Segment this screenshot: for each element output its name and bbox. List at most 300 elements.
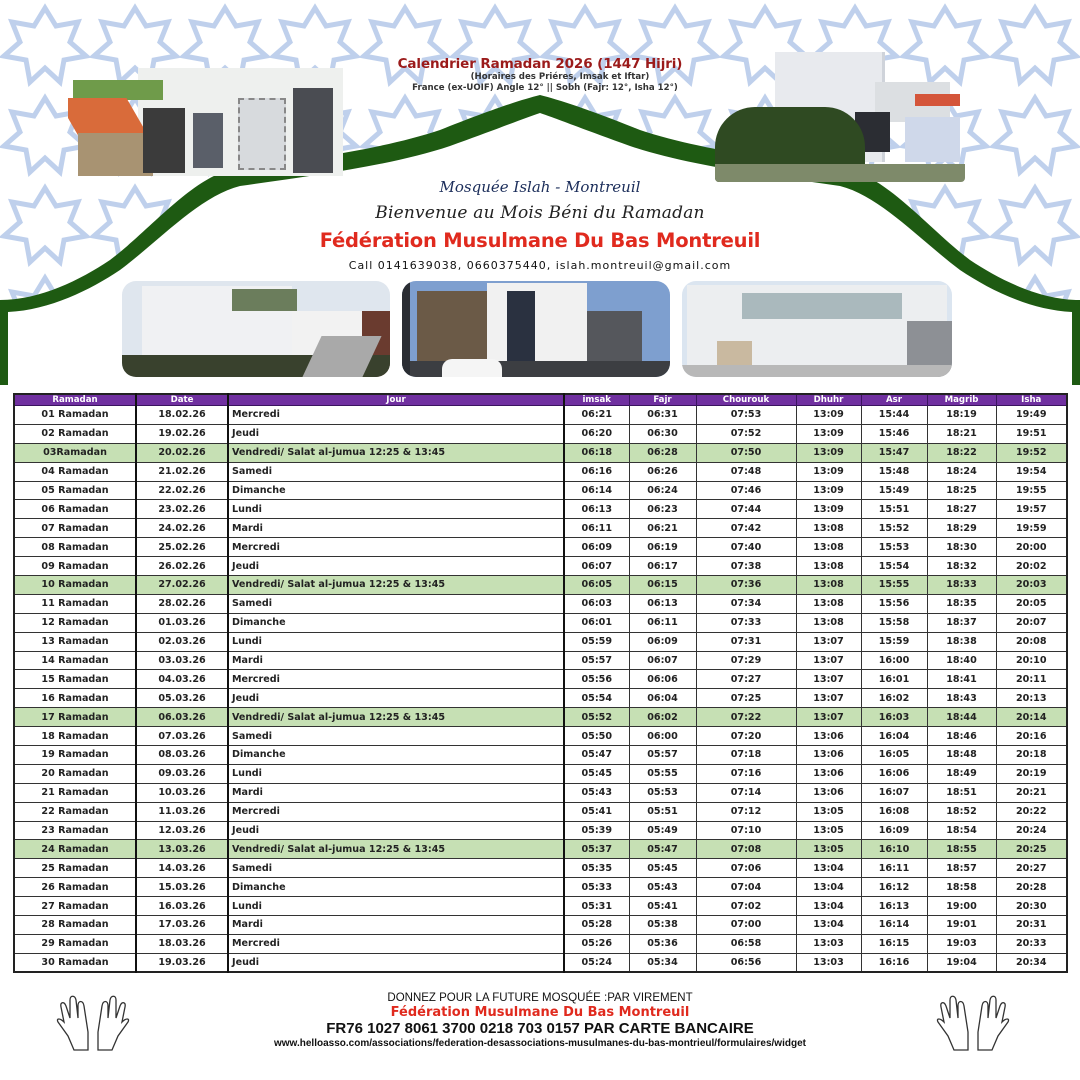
cell-isha: 19:52 (996, 443, 1067, 462)
cell-asr: 15:44 (861, 406, 927, 425)
cell-isha: 20:25 (996, 840, 1067, 859)
cell-date: 15.03.26 (136, 878, 228, 897)
cell-fajr: 06:17 (629, 557, 696, 576)
cell-isha: 19:57 (996, 500, 1067, 519)
cell-jour: Dimanche (228, 613, 564, 632)
mosque-render-bottom-right (682, 281, 952, 377)
cell-date: 06.03.26 (136, 708, 228, 727)
cell-jour: Dimanche (228, 878, 564, 897)
cell-imsak: 05:37 (564, 840, 629, 859)
cell-isha: 20:34 (996, 953, 1067, 972)
cell-magrib: 18:55 (927, 840, 996, 859)
table-row (14, 897, 1067, 916)
cell-dhuhr: 13:09 (796, 406, 861, 425)
cell-isha: 19:59 (996, 519, 1067, 538)
calendar-title-block (340, 56, 740, 94)
cell-asr: 16:12 (861, 878, 927, 897)
cell-magrib: 18:19 (927, 406, 996, 425)
cell-asr: 16:04 (861, 727, 927, 746)
cell-date: 12.03.26 (136, 821, 228, 840)
cell-isha: 20:21 (996, 783, 1067, 802)
cell-ramadan: 23 Ramadan (14, 821, 136, 840)
cell-ramadan: 03Ramadan (14, 443, 136, 462)
cell-ramadan: 28 Ramadan (14, 916, 136, 935)
table-row (14, 821, 1067, 840)
cell-fajr: 06:02 (629, 708, 696, 727)
cell-ramadan: 30 Ramadan (14, 953, 136, 972)
cell-chourouk: 07:44 (696, 500, 796, 519)
cell-dhuhr: 13:04 (796, 859, 861, 878)
cell-isha: 19:49 (996, 406, 1067, 425)
cell-dhuhr: 13:06 (796, 764, 861, 783)
cell-magrib: 18:48 (927, 746, 996, 765)
column-header-dhuhr: Dhuhr (796, 394, 861, 406)
cell-ramadan: 02 Ramadan (14, 424, 136, 443)
cell-fajr: 06:04 (629, 689, 696, 708)
table-row (14, 538, 1067, 557)
cell-imsak: 05:47 (564, 746, 629, 765)
cell-fajr: 06:13 (629, 594, 696, 613)
federation-name: Fédération Musulmane Du Bas Montreuil (319, 229, 761, 252)
cell-chourouk: 06:58 (696, 934, 796, 953)
cell-ramadan: 10 Ramadan (14, 576, 136, 595)
cell-chourouk: 07:14 (696, 783, 796, 802)
cell-magrib: 19:04 (927, 953, 996, 972)
cell-imsak: 05:24 (564, 953, 629, 972)
table-row (14, 953, 1067, 972)
donation-call: DONNEZ POUR LA FUTURE MOSQUÉE :PAR VIREMENT (387, 992, 693, 1004)
cell-dhuhr: 13:07 (796, 632, 861, 651)
cell-imsak: 05:39 (564, 821, 629, 840)
cell-dhuhr: 13:09 (796, 424, 861, 443)
cell-fajr: 05:34 (629, 953, 696, 972)
contact-info: Call 0141639038, 0660375440, islah.montreuil@gmail.com (348, 259, 732, 272)
cell-jour: Mardi (228, 651, 564, 670)
cell-date: 10.03.26 (136, 783, 228, 802)
cell-jour: Mercredi (228, 406, 564, 425)
cell-dhuhr: 13:07 (796, 651, 861, 670)
cell-chourouk: 07:25 (696, 689, 796, 708)
column-header-fajr: Fajr (629, 394, 696, 406)
cell-chourouk: 07:00 (696, 916, 796, 935)
cell-asr: 16:09 (861, 821, 927, 840)
cell-chourouk: 07:22 (696, 708, 796, 727)
cell-chourouk: 07:42 (696, 519, 796, 538)
cell-jour: Mercredi (228, 802, 564, 821)
cell-dhuhr: 13:07 (796, 670, 861, 689)
cell-imsak: 06:21 (564, 406, 629, 425)
cell-imsak: 05:26 (564, 934, 629, 953)
cell-fajr: 06:21 (629, 519, 696, 538)
cell-asr: 15:52 (861, 519, 927, 538)
table-row (14, 424, 1067, 443)
cell-dhuhr: 13:08 (796, 576, 861, 595)
column-header-magrib: Magrib (927, 394, 996, 406)
cell-dhuhr: 13:04 (796, 897, 861, 916)
cell-fajr: 06:06 (629, 670, 696, 689)
table-row (14, 916, 1067, 935)
cell-date: 09.03.26 (136, 764, 228, 783)
cell-magrib: 18:22 (927, 443, 996, 462)
cell-asr: 16:06 (861, 764, 927, 783)
cell-date: 01.03.26 (136, 613, 228, 632)
cell-date: 20.02.26 (136, 443, 228, 462)
cell-chourouk: 07:40 (696, 538, 796, 557)
column-header-ramadan: Ramadan (14, 394, 136, 406)
cell-asr: 15:59 (861, 632, 927, 651)
cell-magrib: 18:25 (927, 481, 996, 500)
cell-magrib: 19:03 (927, 934, 996, 953)
cell-imsak: 05:52 (564, 708, 629, 727)
cell-imsak: 05:59 (564, 632, 629, 651)
cell-isha: 20:14 (996, 708, 1067, 727)
cell-ramadan: 27 Ramadan (14, 897, 136, 916)
cell-imsak: 06:05 (564, 576, 629, 595)
cell-chourouk: 07:36 (696, 576, 796, 595)
cell-ramadan: 22 Ramadan (14, 802, 136, 821)
cell-jour: Mercredi (228, 670, 564, 689)
cell-magrib: 18:37 (927, 613, 996, 632)
cell-dhuhr: 13:09 (796, 443, 861, 462)
cell-jour: Mercredi (228, 538, 564, 557)
cell-ramadan: 13 Ramadan (14, 632, 136, 651)
donation-link[interactable]: www.helloasso.com/associations/federation-desassociations-musulmanes-du-bas-montrieul/formulaires/widget (274, 1038, 806, 1049)
cell-date: 19.02.26 (136, 424, 228, 443)
cell-chourouk: 07:08 (696, 840, 796, 859)
cell-imsak: 05:54 (564, 689, 629, 708)
cell-fajr: 05:45 (629, 859, 696, 878)
cell-isha: 19:54 (996, 462, 1067, 481)
cell-dhuhr: 13:03 (796, 934, 861, 953)
cell-imsak: 05:41 (564, 802, 629, 821)
cell-fajr: 05:38 (629, 916, 696, 935)
cell-dhuhr: 13:04 (796, 916, 861, 935)
cell-asr: 16:02 (861, 689, 927, 708)
cell-jour: Mercredi (228, 934, 564, 953)
cell-ramadan: 24 Ramadan (14, 840, 136, 859)
cell-asr: 15:58 (861, 613, 927, 632)
cell-magrib: 18:57 (927, 859, 996, 878)
cell-chourouk: 07:29 (696, 651, 796, 670)
cell-fajr: 05:53 (629, 783, 696, 802)
cell-fajr: 05:51 (629, 802, 696, 821)
cell-jour: Lundi (228, 500, 564, 519)
cell-jour: Mardi (228, 916, 564, 935)
cell-asr: 15:47 (861, 443, 927, 462)
cell-ramadan: 21 Ramadan (14, 783, 136, 802)
cell-asr: 16:05 (861, 746, 927, 765)
cell-date: 03.03.26 (136, 651, 228, 670)
cell-magrib: 18:43 (927, 689, 996, 708)
cell-isha: 20:24 (996, 821, 1067, 840)
table-row (14, 481, 1067, 500)
cell-magrib: 18:30 (927, 538, 996, 557)
cell-ramadan: 04 Ramadan (14, 462, 136, 481)
cell-date: 21.02.26 (136, 462, 228, 481)
cell-magrib: 19:01 (927, 916, 996, 935)
cell-isha: 20:00 (996, 538, 1067, 557)
cell-date: 18.02.26 (136, 406, 228, 425)
cell-jour: Samedi (228, 594, 564, 613)
cell-isha: 20:27 (996, 859, 1067, 878)
cell-jour: Jeudi (228, 689, 564, 708)
cell-date: 02.03.26 (136, 632, 228, 651)
cell-ramadan: 29 Ramadan (14, 934, 136, 953)
table-row (14, 406, 1067, 425)
cell-isha: 20:13 (996, 689, 1067, 708)
cell-chourouk: 07:12 (696, 802, 796, 821)
cell-date: 28.02.26 (136, 594, 228, 613)
iban-number: FR76 1027 8061 3700 0218 703 0157 PAR CARTE BANCAIRE (326, 1020, 754, 1037)
cell-chourouk: 07:53 (696, 406, 796, 425)
table-row (14, 783, 1067, 802)
mosque-render-bottom-left (122, 281, 390, 377)
table-header-row (14, 394, 1067, 406)
cell-isha: 20:28 (996, 878, 1067, 897)
table-row (14, 500, 1067, 519)
cell-fajr: 06:26 (629, 462, 696, 481)
cell-chourouk: 07:20 (696, 727, 796, 746)
cell-fajr: 05:47 (629, 840, 696, 859)
cell-fajr: 06:15 (629, 576, 696, 595)
cell-date: 13.03.26 (136, 840, 228, 859)
cell-asr: 16:11 (861, 859, 927, 878)
cell-fajr: 06:28 (629, 443, 696, 462)
cell-chourouk: 07:27 (696, 670, 796, 689)
cell-fajr: 06:30 (629, 424, 696, 443)
cell-isha: 20:22 (996, 802, 1067, 821)
cell-jour: Jeudi (228, 821, 564, 840)
cell-dhuhr: 13:07 (796, 689, 861, 708)
cell-date: 04.03.26 (136, 670, 228, 689)
cell-isha: 19:55 (996, 481, 1067, 500)
cell-ramadan: 17 Ramadan (14, 708, 136, 727)
cell-fajr: 06:31 (629, 406, 696, 425)
cell-isha: 20:31 (996, 916, 1067, 935)
cell-date: 08.03.26 (136, 746, 228, 765)
cell-ramadan: 01 Ramadan (14, 406, 136, 425)
cell-isha: 20:07 (996, 613, 1067, 632)
table-row (14, 462, 1067, 481)
cell-isha: 20:03 (996, 576, 1067, 595)
cell-chourouk: 07:38 (696, 557, 796, 576)
cell-asr: 16:08 (861, 802, 927, 821)
cell-ramadan: 14 Ramadan (14, 651, 136, 670)
cell-jour: Jeudi (228, 557, 564, 576)
mosque-name: Mosquée Islah - Montreuil (439, 178, 641, 196)
column-header-date: Date (136, 394, 228, 406)
cell-imsak: 06:18 (564, 443, 629, 462)
footer-federation-name: Fédération Musulmane Du Bas Montreuil (390, 1005, 690, 1020)
cell-magrib: 18:58 (927, 878, 996, 897)
cell-ramadan: 07 Ramadan (14, 519, 136, 538)
cell-isha: 19:51 (996, 424, 1067, 443)
cell-fajr: 06:24 (629, 481, 696, 500)
table-row (14, 802, 1067, 821)
cell-ramadan: 15 Ramadan (14, 670, 136, 689)
cell-dhuhr: 13:06 (796, 727, 861, 746)
mosque-render-top-right (715, 52, 965, 182)
cell-imsak: 06:07 (564, 557, 629, 576)
cell-ramadan: 08 Ramadan (14, 538, 136, 557)
cell-imsak: 06:01 (564, 613, 629, 632)
cell-chourouk: 07:18 (696, 746, 796, 765)
cell-isha: 20:10 (996, 651, 1067, 670)
cell-jour: Vendredi/ Salat al-jumua 12:25 & 13:45 (228, 576, 564, 595)
cell-fajr: 06:11 (629, 613, 696, 632)
cell-ramadan: 06 Ramadan (14, 500, 136, 519)
cell-chourouk: 07:10 (696, 821, 796, 840)
cell-asr: 16:07 (861, 783, 927, 802)
cell-magrib: 18:49 (927, 764, 996, 783)
cell-imsak: 06:14 (564, 481, 629, 500)
cell-magrib: 18:41 (927, 670, 996, 689)
table-row (14, 764, 1067, 783)
cell-magrib: 18:52 (927, 802, 996, 821)
cell-dhuhr: 13:08 (796, 557, 861, 576)
cell-date: 24.02.26 (136, 519, 228, 538)
cell-dhuhr: 13:06 (796, 746, 861, 765)
cell-magrib: 18:24 (927, 462, 996, 481)
cell-imsak: 06:09 (564, 538, 629, 557)
table-row (14, 727, 1067, 746)
calendar-subtitle: (Horaires des Priéres, Imsak et Iftar) (470, 72, 650, 82)
cell-asr: 15:48 (861, 462, 927, 481)
cell-dhuhr: 13:03 (796, 953, 861, 972)
cell-asr: 16:14 (861, 916, 927, 935)
cell-asr: 16:01 (861, 670, 927, 689)
cell-imsak: 06:03 (564, 594, 629, 613)
cell-jour: Samedi (228, 462, 564, 481)
cell-magrib: 18:40 (927, 651, 996, 670)
cell-asr: 15:53 (861, 538, 927, 557)
cell-chourouk: 07:04 (696, 878, 796, 897)
cell-isha: 20:05 (996, 594, 1067, 613)
column-header-jour: Jour (228, 394, 564, 406)
cell-imsak: 05:35 (564, 859, 629, 878)
column-header-chourouk: Chourouk (696, 394, 796, 406)
cell-imsak: 06:11 (564, 519, 629, 538)
cell-dhuhr: 13:09 (796, 481, 861, 500)
cell-jour: Samedi (228, 727, 564, 746)
table-row (14, 670, 1067, 689)
cell-isha: 20:08 (996, 632, 1067, 651)
cell-magrib: 18:38 (927, 632, 996, 651)
cell-ramadan: 05 Ramadan (14, 481, 136, 500)
cell-imsak: 05:28 (564, 916, 629, 935)
cell-chourouk: 07:33 (696, 613, 796, 632)
cell-fajr: 05:43 (629, 878, 696, 897)
table-row (14, 651, 1067, 670)
cell-magrib: 19:00 (927, 897, 996, 916)
mosque-render-bottom-center (402, 281, 670, 377)
cell-isha: 20:02 (996, 557, 1067, 576)
cell-jour: Jeudi (228, 953, 564, 972)
cell-magrib: 18:29 (927, 519, 996, 538)
cell-chourouk: 07:31 (696, 632, 796, 651)
cell-date: 16.03.26 (136, 897, 228, 916)
table-row (14, 689, 1067, 708)
cell-imsak: 06:20 (564, 424, 629, 443)
cell-asr: 15:55 (861, 576, 927, 595)
cell-dhuhr: 13:05 (796, 840, 861, 859)
cell-ramadan: 11 Ramadan (14, 594, 136, 613)
cell-fajr: 06:00 (629, 727, 696, 746)
table-row (14, 557, 1067, 576)
cell-isha: 20:33 (996, 934, 1067, 953)
cell-dhuhr: 13:08 (796, 594, 861, 613)
cell-isha: 20:19 (996, 764, 1067, 783)
column-header-isha: Isha (996, 394, 1067, 406)
cell-asr: 15:46 (861, 424, 927, 443)
cell-chourouk: 07:50 (696, 443, 796, 462)
cell-asr: 15:49 (861, 481, 927, 500)
cell-dhuhr: 13:08 (796, 613, 861, 632)
cell-asr: 16:10 (861, 840, 927, 859)
cell-ramadan: 16 Ramadan (14, 689, 136, 708)
cell-dhuhr: 13:04 (796, 878, 861, 897)
cell-jour: Jeudi (228, 424, 564, 443)
cell-dhuhr: 13:08 (796, 519, 861, 538)
column-header-asr: Asr (861, 394, 927, 406)
cell-magrib: 18:46 (927, 727, 996, 746)
cell-imsak: 05:50 (564, 727, 629, 746)
cell-chourouk: 06:56 (696, 953, 796, 972)
cell-imsak: 05:45 (564, 764, 629, 783)
cell-date: 22.02.26 (136, 481, 228, 500)
table-row (14, 594, 1067, 613)
cell-jour: Vendredi/ Salat al-jumua 12:25 & 13:45 (228, 840, 564, 859)
cell-jour: Mardi (228, 783, 564, 802)
cell-jour: Mardi (228, 519, 564, 538)
cell-jour: Samedi (228, 859, 564, 878)
cell-asr: 16:00 (861, 651, 927, 670)
cell-date: 23.02.26 (136, 500, 228, 519)
cell-jour: Vendredi/ Salat al-jumua 12:25 & 13:45 (228, 443, 564, 462)
cell-asr: 16:13 (861, 897, 927, 916)
column-header-imsak: imsak (564, 394, 629, 406)
cell-magrib: 18:27 (927, 500, 996, 519)
cell-fajr: 06:23 (629, 500, 696, 519)
table-row (14, 878, 1067, 897)
cell-magrib: 18:21 (927, 424, 996, 443)
prayer-times-table (13, 393, 1066, 973)
mosque-render-top-left (68, 58, 353, 176)
cell-fajr: 05:36 (629, 934, 696, 953)
cell-date: 14.03.26 (136, 859, 228, 878)
cell-date: 17.03.26 (136, 916, 228, 935)
table-row-friday (14, 840, 1067, 859)
table-row-friday (14, 443, 1067, 462)
cell-imsak: 06:13 (564, 500, 629, 519)
cell-dhuhr: 13:09 (796, 500, 861, 519)
cell-date: 18.03.26 (136, 934, 228, 953)
cell-jour: Dimanche (228, 746, 564, 765)
cell-imsak: 06:16 (564, 462, 629, 481)
cell-dhuhr: 13:07 (796, 708, 861, 727)
cell-dhuhr: 13:05 (796, 821, 861, 840)
cell-date: 07.03.26 (136, 727, 228, 746)
cell-asr: 15:51 (861, 500, 927, 519)
cell-chourouk: 07:48 (696, 462, 796, 481)
cell-chourouk: 07:52 (696, 424, 796, 443)
table-row-friday (14, 576, 1067, 595)
cell-date: 25.02.26 (136, 538, 228, 557)
cell-date: 27.02.26 (136, 576, 228, 595)
cell-ramadan: 26 Ramadan (14, 878, 136, 897)
table-row (14, 746, 1067, 765)
cell-asr: 15:54 (861, 557, 927, 576)
